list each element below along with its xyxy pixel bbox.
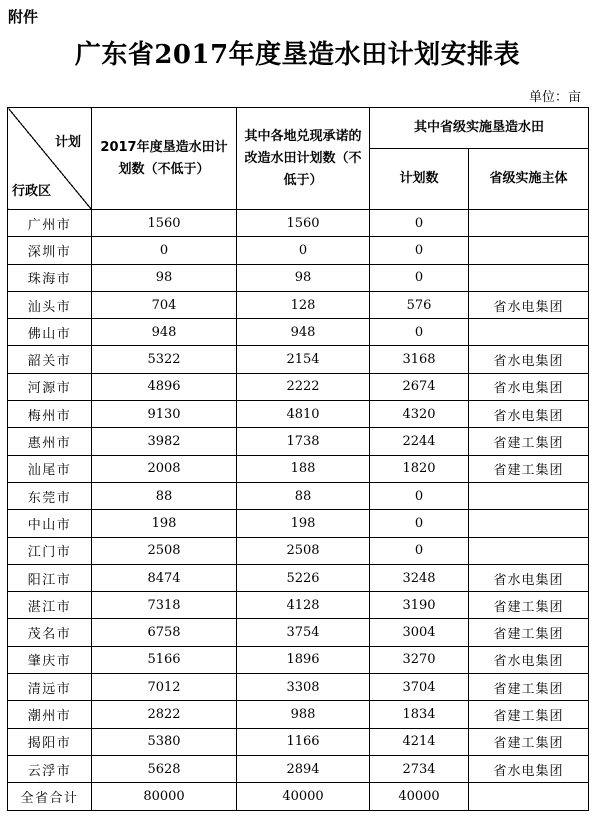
header-local-plan: 其中各地兑现承诺的改造水田计划数（不低于） (237, 108, 370, 210)
provincial-org-cell: 省水电集团 (469, 291, 589, 318)
total-label: 全省合计 (8, 783, 92, 810)
local-plan-cell: 3754 (237, 619, 370, 646)
city-cell: 江门市 (8, 537, 92, 564)
city-cell: 东莞市 (8, 482, 92, 509)
plan-cell: 6758 (92, 619, 237, 646)
provincial-org-cell: 省水电集团 (469, 646, 589, 673)
city-cell: 潮州市 (8, 701, 92, 728)
table-row (8, 592, 589, 619)
plan-cell: 7318 (92, 592, 237, 619)
table-row (8, 564, 589, 591)
city-cell: 河源市 (8, 373, 92, 400)
provincial-plan-cell: 0 (370, 482, 469, 509)
provincial-plan-cell: 3248 (370, 564, 469, 591)
unit-label: 单位：亩 (528, 90, 581, 105)
provincial-org-cell: 省建工集团 (469, 592, 589, 619)
document-title: 广东省2017年度垦造水田计划安排表 (74, 40, 521, 70)
plan-cell: 8474 (92, 564, 237, 591)
plan-cell: 5380 (92, 728, 237, 755)
plan-cell: 2822 (92, 701, 237, 728)
provincial-plan-cell: 2244 (370, 428, 469, 455)
city-cell: 佛山市 (8, 319, 92, 346)
provincial-plan-cell: 3270 (370, 646, 469, 673)
provincial-org-cell (469, 264, 589, 291)
provincial-plan-cell: 0 (370, 210, 469, 237)
provincial-plan-cell: 3168 (370, 346, 469, 373)
local-plan-cell: 3308 (237, 674, 370, 701)
city-cell: 汕尾市 (8, 455, 92, 482)
plan-cell: 3982 (92, 428, 237, 455)
table-row (8, 537, 589, 564)
local-plan-cell: 1560 (237, 210, 370, 237)
provincial-plan-cell: 3004 (370, 619, 469, 646)
city-cell: 惠州市 (8, 428, 92, 455)
local-plan-cell: 0 (237, 237, 370, 264)
provincial-plan-cell: 0 (370, 264, 469, 291)
table-row (8, 373, 589, 400)
city-cell: 广州市 (8, 210, 92, 237)
table-row (8, 346, 589, 373)
total-local: 40000 (237, 783, 370, 810)
table-row (8, 237, 589, 264)
city-cell: 湛江市 (8, 592, 92, 619)
diag-header-plan: 计划 (54, 135, 81, 150)
provincial-org-cell (469, 237, 589, 264)
provincial-plan-cell: 1834 (370, 701, 469, 728)
city-cell: 韶关市 (8, 346, 92, 373)
provincial-org-cell: 省建工集团 (469, 428, 589, 455)
local-plan-cell: 4128 (237, 592, 370, 619)
provincial-plan-cell: 3190 (370, 592, 469, 619)
provincial-org-cell: 省建工集团 (469, 728, 589, 755)
header-provincial-plan: 计划数 (370, 149, 469, 210)
plan-cell: 1560 (92, 210, 237, 237)
plan-cell: 88 (92, 482, 237, 509)
table-row (8, 482, 589, 509)
table-row (8, 619, 589, 646)
plan-cell: 5166 (92, 646, 237, 673)
table-row (8, 674, 589, 701)
provincial-plan-cell: 4214 (370, 728, 469, 755)
city-cell: 揭阳市 (8, 728, 92, 755)
city-cell: 清远市 (8, 674, 92, 701)
local-plan-cell: 98 (237, 264, 370, 291)
provincial-plan-cell: 0 (370, 510, 469, 537)
local-plan-cell: 2508 (237, 537, 370, 564)
local-plan-cell: 1738 (237, 428, 370, 455)
city-cell: 肇庆市 (8, 646, 92, 673)
table-row (8, 755, 589, 782)
table-row (8, 291, 589, 318)
local-plan-cell: 198 (237, 510, 370, 537)
table-row (8, 210, 589, 237)
local-plan-cell: 988 (237, 701, 370, 728)
header-provincial-group: 其中省级实施垦造水田 (370, 108, 589, 149)
plan-cell: 0 (92, 237, 237, 264)
city-cell: 汕头市 (8, 291, 92, 318)
table-row (8, 510, 589, 537)
plan-cell: 948 (92, 319, 237, 346)
provincial-plan-cell: 1820 (370, 455, 469, 482)
provincial-plan-cell: 3704 (370, 674, 469, 701)
plan-cell: 9130 (92, 401, 237, 428)
provincial-org-cell (469, 210, 589, 237)
provincial-org-cell (469, 510, 589, 537)
table-row (8, 728, 589, 755)
total-org (469, 783, 589, 810)
local-plan-cell: 128 (237, 291, 370, 318)
table-row (8, 428, 589, 455)
city-cell: 中山市 (8, 510, 92, 537)
provincial-plan-cell: 0 (370, 237, 469, 264)
provincial-plan-cell: 0 (370, 537, 469, 564)
plan-cell: 2008 (92, 455, 237, 482)
plan-cell: 5628 (92, 755, 237, 782)
local-plan-cell: 2894 (237, 755, 370, 782)
provincial-plan-cell: 2734 (370, 755, 469, 782)
header-provincial-org: 省级实施主体 (469, 149, 589, 210)
local-plan-cell: 948 (237, 319, 370, 346)
local-plan-cell: 2154 (237, 346, 370, 373)
provincial-org-cell: 省建工集团 (469, 701, 589, 728)
table-row (8, 319, 589, 346)
city-cell: 茂名市 (8, 619, 92, 646)
provincial-org-cell: 省水电集团 (469, 373, 589, 400)
provincial-plan-cell: 576 (370, 291, 469, 318)
city-cell: 梅州市 (8, 401, 92, 428)
provincial-org-cell (469, 482, 589, 509)
table-row (8, 401, 589, 428)
header-total-plan: 2017年度垦造水田计划数（不低于） (92, 108, 237, 210)
city-cell: 云浮市 (8, 755, 92, 782)
provincial-org-cell: 省水电集团 (469, 346, 589, 373)
provincial-org-cell: 省建工集团 (469, 674, 589, 701)
local-plan-cell: 1896 (237, 646, 370, 673)
diag-header-region: 行政区 (12, 184, 52, 199)
plan-cell: 5322 (92, 346, 237, 373)
provincial-org-cell: 省水电集团 (469, 755, 589, 782)
provincial-org-cell: 省水电集团 (469, 564, 589, 591)
attachment-label: 附件 (8, 8, 39, 26)
plan-cell: 4896 (92, 373, 237, 400)
provincial-org-cell: 省水电集团 (469, 401, 589, 428)
local-plan-cell: 4810 (237, 401, 370, 428)
total-provincial: 40000 (370, 783, 469, 810)
total-plan: 80000 (92, 783, 237, 810)
local-plan-cell: 188 (237, 455, 370, 482)
total-row (8, 783, 589, 810)
provincial-plan-cell: 4320 (370, 401, 469, 428)
plan-cell: 98 (92, 264, 237, 291)
plan-cell: 2508 (92, 537, 237, 564)
plan-cell: 704 (92, 291, 237, 318)
provincial-org-cell (469, 537, 589, 564)
provincial-org-cell (469, 319, 589, 346)
provincial-plan-cell: 2674 (370, 373, 469, 400)
provincial-plan-cell: 0 (370, 319, 469, 346)
city-cell: 阳江市 (8, 564, 92, 591)
local-plan-cell: 2222 (237, 373, 370, 400)
local-plan-cell: 1166 (237, 728, 370, 755)
plan-cell: 7012 (92, 674, 237, 701)
local-plan-cell: 88 (237, 482, 370, 509)
local-plan-cell: 5226 (237, 564, 370, 591)
provincial-org-cell: 省建工集团 (469, 619, 589, 646)
provincial-org-cell: 省建工集团 (469, 455, 589, 482)
diagonal-header-cell (8, 108, 92, 210)
table-row (8, 701, 589, 728)
city-cell: 深圳市 (8, 237, 92, 264)
table-row (8, 455, 589, 482)
city-cell: 珠海市 (8, 264, 92, 291)
table-row (8, 264, 589, 291)
plan-cell: 198 (92, 510, 237, 537)
table-row (8, 646, 589, 673)
plan-table (7, 107, 589, 811)
